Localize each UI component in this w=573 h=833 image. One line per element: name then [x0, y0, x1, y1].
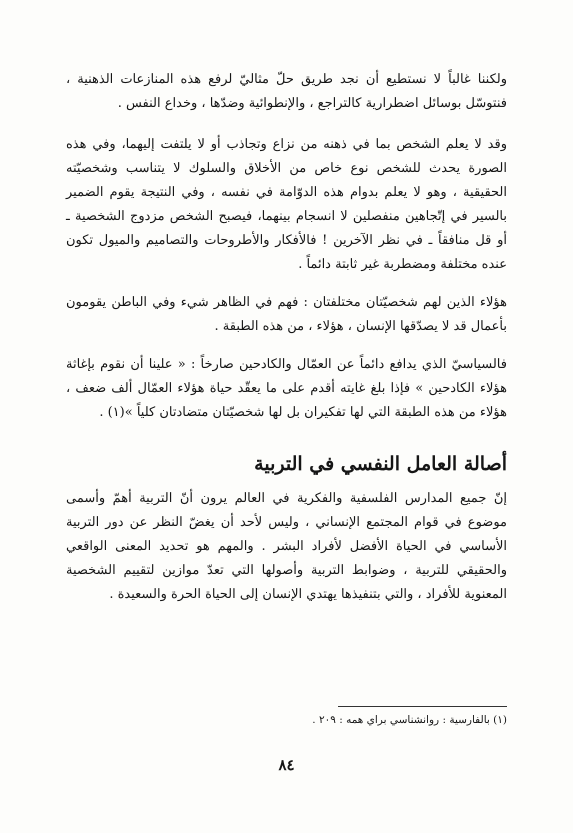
paragraph-2: وقد لا يعلم الشخص بما في ذهنه من نزاع وتجاذب أو لا يلتفت إليهما، وفي هذه الصورة يحدث للشخص نوع خاص من الأخلاق والسلوك لا يتناسب وشخصيّته الحقيقية ، وهو لا يعلم بدوام هذه الدوّامة في نفسه ، وفي النتيجة يقوم الضمير بالسير في إتّجاهين منفصلين لا انسجام بينهما، فيصبح الشخص مزدوج الشخصية ـ أو قل منافقاً ـ في نظر الآخرين ! فالأفكار والأطروحات والتصاميم والميول تكون عنده مختلفة ومضطربة غير ثابتة دائماً .	[66, 137, 507, 272]
paragraph-5: إنّ جميع المدارس الفلسفية والفكرية في العالم يرون أنّ التربية أهمّ وأسمى موضوع في قوام المجتمع الإنساني ، وليس لأحد أن يغضّ النظر عن دور التربية الأساسي في الحياة الأفضل لأفراد البشر . والمهم هو تحديد المعنى الواقعي والحقيقي للتربية ، وضوابط التربية وأصولها التي تعدّ موازين لتقييم الشخصية المعنوية للأفراد ، والتي بتنفيذها يهتدي الإنسان إلى الحياة الحرة والسعيدة .	[66, 491, 507, 602]
paragraph-1: ولكننا غالباً لا نستطيع أن نجد طريق حلّ مثاليّ لرفع هذه المنازعات الذهنية ، فنتوسّل بوسائل اضطرارية كالتراجع ، والإنطوائية وضدّها ، وخداع النفس .	[66, 72, 507, 111]
page-number: ٨٤	[278, 756, 295, 774]
section-heading: أصالة العامل النفسي في التربية	[254, 453, 507, 475]
page-body	[66, 40, 507, 607]
footnote-divider	[338, 706, 507, 707]
paragraph-4: فالسياسيّ الذي يدافع دائماً عن العمّال والكادحين صارخاً : « علينا أن نقوم بإغاثة هؤلاء الكادحين » فإذا بلغ غايته أقدم على ما يعقّد حياة هؤلاء العمّال ألف ضعف ، هؤلاء من هذه الطبقة التي لها تفكيران بل لها شخصيّتان متضادتان كلياً »(١) .	[66, 357, 507, 420]
paragraph-3: هؤلاء الذين لهم شخصيّتان مختلفتان : فهم في الظاهر شيء وفي الباطن يقومون بأعمال قد لا يصدّقها الإنسان ، هؤلاء ، من هذه الطبقة .	[66, 295, 507, 334]
footnote: (١) بالفارسية : روانشناسي براي همه : ٢٠٩ .	[312, 714, 507, 726]
